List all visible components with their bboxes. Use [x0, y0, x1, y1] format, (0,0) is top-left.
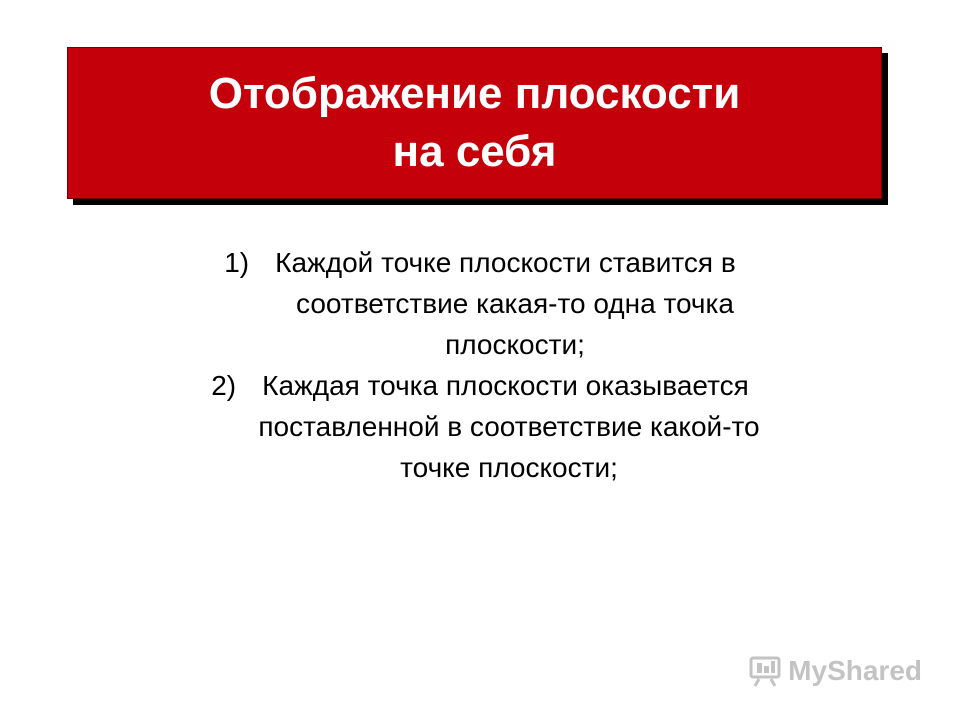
list-item-1-line-3: плоскости; [445, 329, 585, 360]
list-item-2 [0, 365, 960, 488]
slide-title-line-1: Отображение плоскости [208, 69, 741, 118]
list-item-2-line-1 [0, 365, 960, 406]
list-item-1-line-2: соответствие какая-то одна точка [296, 288, 734, 319]
list-item-2-line-2: поставленной в соответствие какой-то [258, 411, 760, 442]
list-item-1 [0, 242, 960, 365]
list-item-2-number: 2) [211, 370, 237, 401]
slide-title-line-2: на себя [392, 127, 557, 176]
numbered-list [0, 242, 960, 488]
list-item-1-number: 1) [224, 247, 250, 278]
list-item-2-text-1: Каждая точка плоскости оказывается [262, 370, 749, 401]
list-item-1-text-1: Каждой точке плоскости ставится в [275, 247, 736, 278]
watermark-text: MyShared [788, 655, 922, 686]
list-item-1-line-1 [0, 242, 960, 283]
title-banner [67, 47, 882, 199]
presentation-screen-icon [748, 655, 782, 687]
list-item-2-line-3: точке плоскости; [400, 452, 618, 483]
watermark [748, 655, 922, 687]
